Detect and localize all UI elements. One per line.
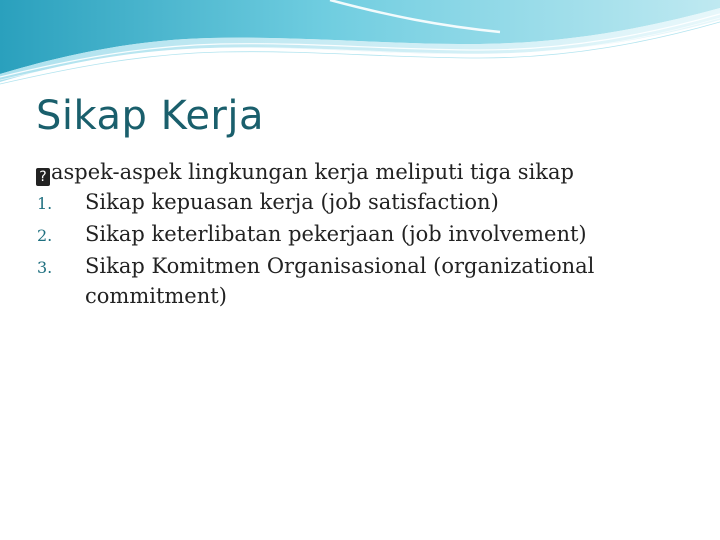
list-item-number: 1. (37, 194, 53, 213)
intro-line (36, 157, 676, 187)
list-item (36, 187, 676, 219)
list-item-text: Sikap Komitmen Organisasional (organizational commitment) (85, 254, 595, 308)
slide-title: Sikap Kerja (36, 93, 264, 139)
slide-body (36, 157, 676, 311)
list-item-number: 2. (37, 226, 53, 245)
list-item (36, 219, 676, 251)
intro-text: aspek-aspek lingkungan kerja meliputi tiga sikap (51, 160, 574, 184)
attitude-list (36, 187, 676, 311)
list-item-text: Sikap kepuasan kerja (job satisfaction) (85, 190, 499, 214)
list-item-text: Sikap keterlibatan pekerjaan (job involvement) (85, 222, 587, 246)
list-item (36, 251, 676, 311)
list-item-number: 3. (37, 258, 53, 277)
missing-glyph-icon: ? (36, 168, 50, 186)
decorative-wave-header (0, 0, 720, 90)
